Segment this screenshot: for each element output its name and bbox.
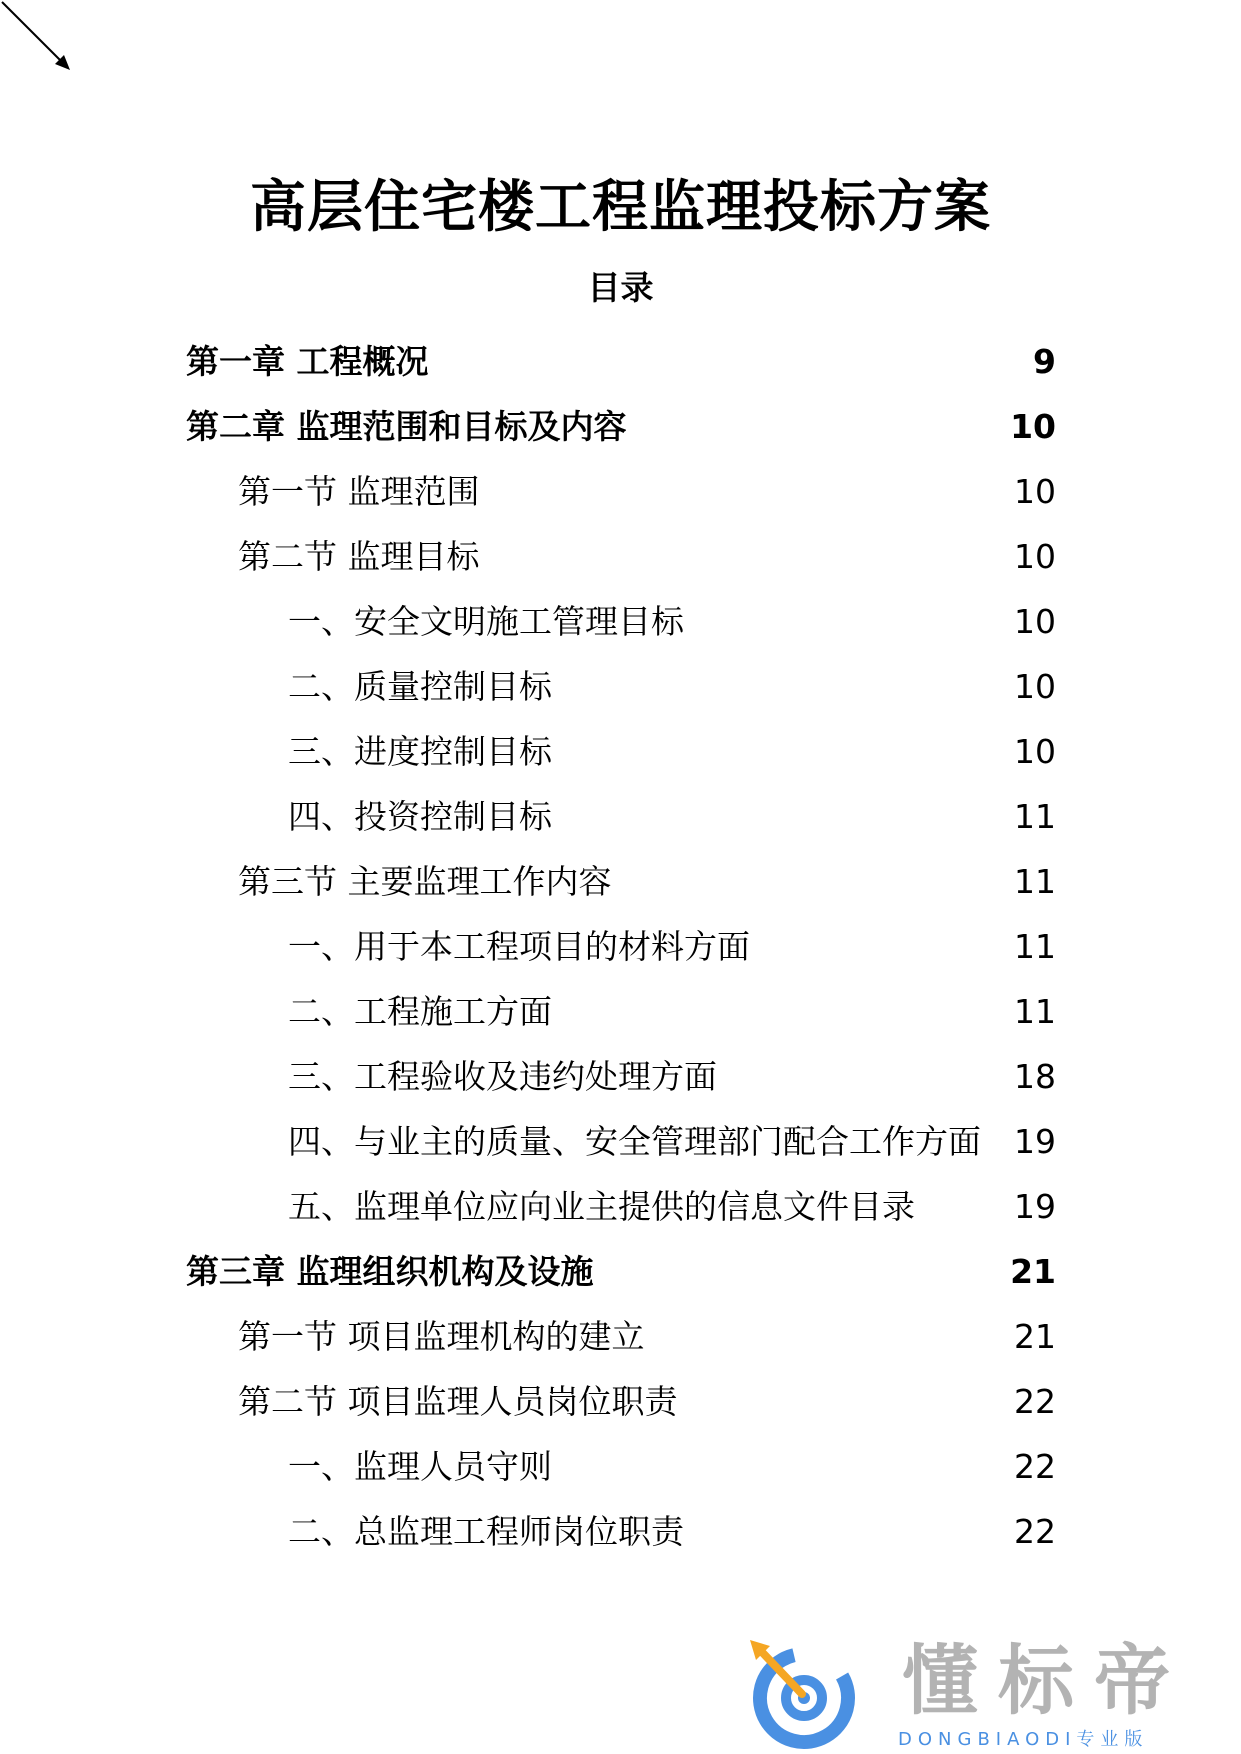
toc-entry-page-number: 10 — [1014, 536, 1056, 576]
toc-entry-page-number: 10 — [1010, 406, 1056, 446]
table-of-contents — [186, 329, 1056, 1564]
toc-entry-page-number: 19 — [1014, 1186, 1056, 1226]
toc-entry-title: 三、工程验收及违约处理方面 — [288, 1056, 717, 1096]
toc-entry-page-number: 22 — [1014, 1511, 1056, 1551]
toc-entry[interactable] — [186, 459, 1056, 524]
watermark — [742, 1636, 1222, 1752]
toc-entry-title: 第一章 工程概况 — [186, 341, 429, 381]
toc-entry-title: 四、投资控制目标 — [288, 796, 552, 836]
toc-entry-title: 一、安全文明施工管理目标 — [288, 601, 684, 641]
toc-entry[interactable] — [186, 1499, 1056, 1564]
toc-entry-page-number: 18 — [1014, 1056, 1056, 1096]
toc-entry-title: 二、质量控制目标 — [288, 666, 552, 706]
toc-entry-title: 第一节 监理范围 — [238, 471, 480, 511]
toc-entry[interactable] — [186, 1174, 1056, 1239]
toc-entry-title: 第一节 项目监理机构的建立 — [238, 1316, 645, 1356]
toc-entry-page-number: 21 — [1010, 1251, 1056, 1291]
toc-entry-page-number: 11 — [1014, 926, 1056, 966]
target-dart-icon — [742, 1636, 862, 1752]
toc-entry[interactable] — [186, 329, 1056, 394]
toc-entry-title: 二、总监理工程师岗位职责 — [288, 1511, 684, 1551]
toc-entry-page-number: 11 — [1014, 796, 1056, 836]
toc-entry-title: 一、用于本工程项目的材料方面 — [288, 926, 750, 966]
toc-entry-page-number: 10 — [1014, 471, 1056, 511]
toc-entry-title: 一、监理人员守则 — [288, 1446, 552, 1486]
toc-entry[interactable] — [186, 589, 1056, 654]
toc-entry-page-number: 22 — [1014, 1446, 1056, 1486]
toc-heading: 目录 — [587, 268, 654, 307]
arrow-down-right-icon — [0, 0, 90, 90]
toc-entry[interactable] — [186, 1044, 1056, 1109]
toc-entry-page-number: 9 — [1033, 341, 1056, 381]
watermark-brand: 懂标帝 — [902, 1636, 1190, 1725]
toc-entry-page-number: 19 — [1014, 1121, 1056, 1161]
toc-entry[interactable] — [186, 784, 1056, 849]
toc-entry-page-number: 10 — [1014, 731, 1056, 771]
toc-entry-page-number: 22 — [1014, 1381, 1056, 1421]
toc-entry-title: 三、进度控制目标 — [288, 731, 552, 771]
toc-entry[interactable] — [186, 979, 1056, 1044]
toc-entry[interactable] — [186, 914, 1056, 979]
toc-entry[interactable] — [186, 654, 1056, 719]
toc-entry[interactable] — [186, 1239, 1056, 1304]
toc-entry[interactable] — [186, 849, 1056, 914]
toc-entry-page-number: 10 — [1014, 601, 1056, 641]
toc-entry-page-number: 21 — [1014, 1316, 1056, 1356]
document-title: 高层住宅楼工程监理投标方案 — [250, 175, 991, 240]
toc-entry[interactable] — [186, 1109, 1056, 1174]
toc-entry-title: 第二节 项目监理人员岗位职责 — [238, 1381, 678, 1421]
toc-entry-title: 第三节 主要监理工作内容 — [238, 861, 612, 901]
toc-entry-title: 第三章 监理组织机构及设施 — [186, 1251, 594, 1291]
toc-entry[interactable] — [186, 524, 1056, 589]
toc-entry[interactable] — [186, 1304, 1056, 1369]
toc-entry-title: 四、与业主的质量、安全管理部门配合工作方面 — [288, 1121, 981, 1161]
toc-entry[interactable] — [186, 1434, 1056, 1499]
toc-entry-title: 五、监理单位应向业主提供的信息文件目录 — [288, 1186, 915, 1226]
watermark-subtitle: DONGBIAODI专业版 — [898, 1729, 1149, 1750]
toc-entry-title: 第二章 监理范围和目标及内容 — [186, 406, 627, 446]
toc-entry[interactable] — [186, 1369, 1056, 1434]
toc-entry-page-number: 11 — [1014, 991, 1056, 1031]
toc-entry-page-number: 10 — [1014, 666, 1056, 706]
toc-entry[interactable] — [186, 719, 1056, 784]
toc-entry-page-number: 11 — [1014, 861, 1056, 901]
toc-entry-title: 第二节 监理目标 — [238, 536, 480, 576]
toc-entry[interactable] — [186, 394, 1056, 459]
toc-entry-title: 二、工程施工方面 — [288, 991, 552, 1031]
